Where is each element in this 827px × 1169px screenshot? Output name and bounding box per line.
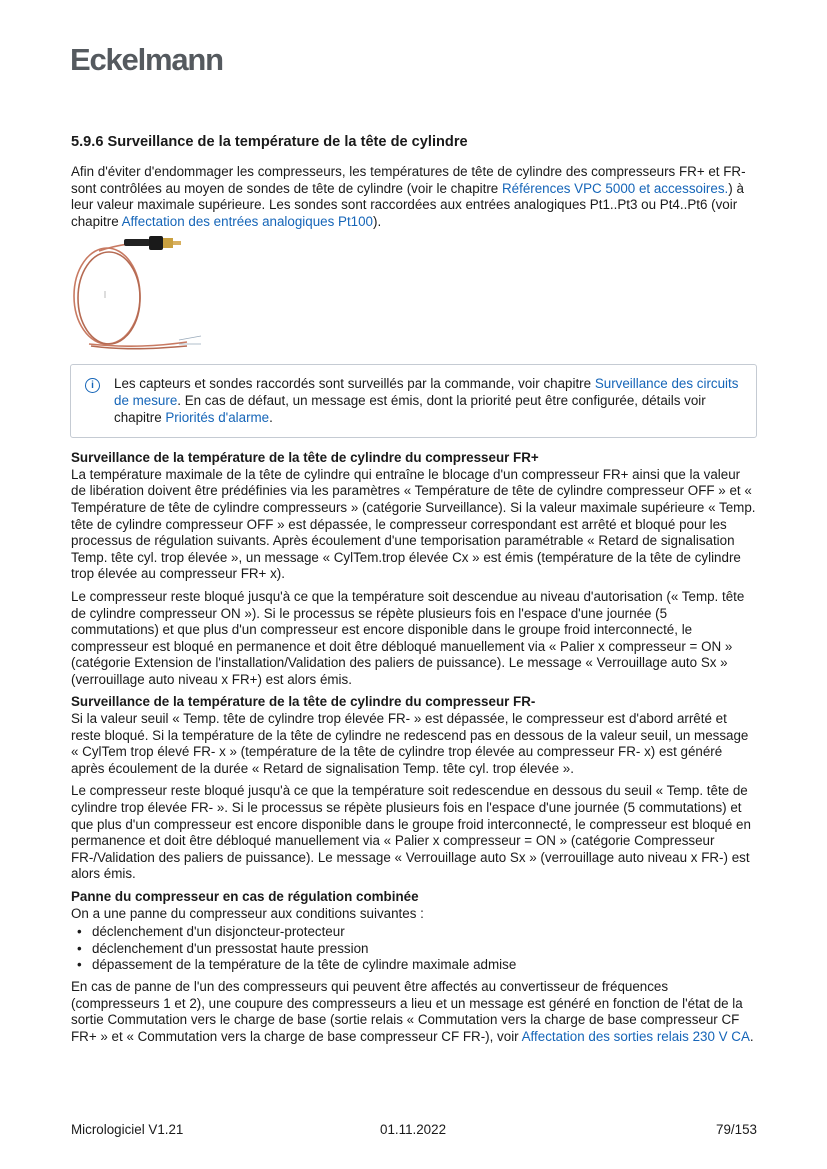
list-item: • déclenchement d'un disjoncteur-protecteur bbox=[77, 924, 757, 941]
link-alarm-priorities[interactable]: Priorités d'alarme bbox=[165, 409, 270, 425]
footer-date: 01.11.2022 bbox=[380, 1122, 447, 1137]
conditions-list bbox=[71, 924, 757, 974]
fr-plus-paragraph-1 bbox=[71, 450, 757, 583]
footer-firmware: Micrologiciel V1.21 bbox=[71, 1122, 184, 1137]
footer-page-number: 79/153 bbox=[716, 1122, 757, 1137]
fr-minus-paragraph-2: Le compresseur reste bloqué jusqu'à ce que la température soit redescendue en dessous du seuil « Temp. tête de cylindre trop élevée FR- ». Si le processus se répète plusieurs fois en l'espace d'une journée (5 commutations) et que plus d'un compresseur est encore disponible dans le groupe froid interconnecté, le compresseur est bloqué en permanence et doit être débloqué manuellement via « Palier x compresseur = ON » (catégorie Compresseur FR-/Validation des paliers de puissance). Le message « Verrouillage auto Sx » (verrouillage auto niveau x FR-) est alors émis. bbox=[71, 783, 751, 882]
cylinder-head-probe-image bbox=[69, 236, 209, 356]
link-relay-outputs[interactable]: Affectation des sorties relais 230 V CA bbox=[521, 1028, 750, 1044]
text: Afin d'éviter d'endommager les compresseurs, les températures de tête de cylindre des compresseurs FR+ et FR- sont contrôlées au moyen de sondes de tête de cylindre (voir le chapitre bbox=[71, 164, 746, 196]
page-content bbox=[71, 133, 757, 1051]
fr-plus-subheading: Surveillance de la température de la tête de cylindre du compresseur FR+ bbox=[71, 450, 539, 466]
panne-intro bbox=[71, 889, 757, 922]
link-references-vpc[interactable]: Références VPC 5000 et accessoires. bbox=[501, 180, 729, 196]
fr-minus-paragraph-1 bbox=[71, 694, 757, 777]
link-measurement-circuits[interactable]: Surveillance des circuits de mesure bbox=[114, 376, 739, 408]
fr-minus-subheading: Surveillance de la température de la tête de cylindre du compresseur FR- bbox=[71, 694, 536, 710]
text: ) à leur valeur maximale supérieure. Les sondes sont raccordées aux entrées analogiques Pt1..Pt3 ou Pt4..Pt6 (voir chapitre bbox=[71, 180, 744, 229]
text: . bbox=[749, 1028, 754, 1044]
link-analog-inputs[interactable]: Affectation des entrées analogiques Pt100 bbox=[121, 213, 374, 229]
panne-paragraph bbox=[71, 979, 757, 1045]
text: Les capteurs et sondes raccordés sont surveillés par la commande, voir chapitre bbox=[114, 376, 595, 392]
text: On a une panne du compresseur aux conditions suivantes : bbox=[71, 905, 424, 921]
info-icon: i bbox=[85, 378, 100, 393]
text: Si la valeur seuil « Temp. tête de cylindre trop élevée FR- » est dépassée, le compresseur est d'abord arrêté et reste bloqué. Si la température de la tête de cylindre ne redescend pas en dessous de la valeur seuil, un message « CylTem trop élevé FR- x » (température de la tête de cylindre trop élevée au compresseur FR- x) est généré après écoulement de la durée « Retard de signalisation Temp. tête cyl. trop élevée ». bbox=[71, 711, 749, 776]
brand-logo: Eckelmann bbox=[70, 42, 223, 77]
section-heading: 5.9.6 Surveillance de la température de la tête de cylindre bbox=[71, 134, 468, 150]
text: La température maximale de la tête de cylindre qui entraîne le blocage d'un compresseur FR+ ainsi que la valeur de libération doivent être prédéfinies via les paramètres « Température de tête de cylindre compresseur OFF » et « Température de tête de cylindre compresseurs » (catégorie Surveillance). Si la valeur maximale supérieure « Temp. tête de cylindre compresseur OFF » est dépassée, le compresseur correspondant est arrêté et bloqué pour les processus de régulation suivants. Après écoulement d'une temporisation paramétrable « Retard de signalisation Temp. tête cyl. trop élevée », un message « CylTem.trop élevée Cx » est émis (température de la tête de cylindre trop élevée au compresseur FR+ x). bbox=[71, 466, 756, 582]
info-note bbox=[70, 364, 757, 438]
intro-paragraph bbox=[71, 164, 757, 230]
text: . bbox=[269, 409, 273, 425]
fr-plus-paragraph-2: Le compresseur reste bloqué jusqu'à ce que la température soit descendue au niveau d'autorisation (« Temp. tête de cylindre compresseur ON »). Si le processus se répète plusieurs fois en l'espace d'une journée (5 commutations) et que plus d'un compresseur est encore disponible dans le groupe froid interconnecté, le compresseur est bloqué en permanence et doit être débloqué manuellement via « Palier x compresseur = ON » (catégorie Extension de l'installation/Validation des paliers de puissance). Le message « Verrouillage auto Sx » (verrouillage auto niveau x FR+) est alors émis. bbox=[71, 588, 745, 687]
list-item: • déclenchement d'un pressostat haute pression bbox=[77, 941, 757, 958]
panne-subheading: Panne du compresseur en cas de régulation combinée bbox=[71, 889, 419, 904]
list-item: • dépassement de la température de la tête de cylindre maximale admise bbox=[77, 957, 757, 974]
text: En cas de panne de l'un des compresseurs qui peuvent être affectés au convertisseur de fréquences (compresseurs 1 et 2), une coupure des compresseurs a lieu et un message est généré en fonction de l'état de la sortie Commutation vers le charge de base (sortie relais « Commutation vers la charge de base compresseur CF FR+ » et « Commutation vers la charge de base compresseur CF FR-), voir bbox=[71, 978, 743, 1044]
text: . En cas de défaut, un message est émis, dont la priorité peut être configurée, détails voir chapitre bbox=[114, 392, 706, 425]
text: ). bbox=[373, 213, 382, 229]
